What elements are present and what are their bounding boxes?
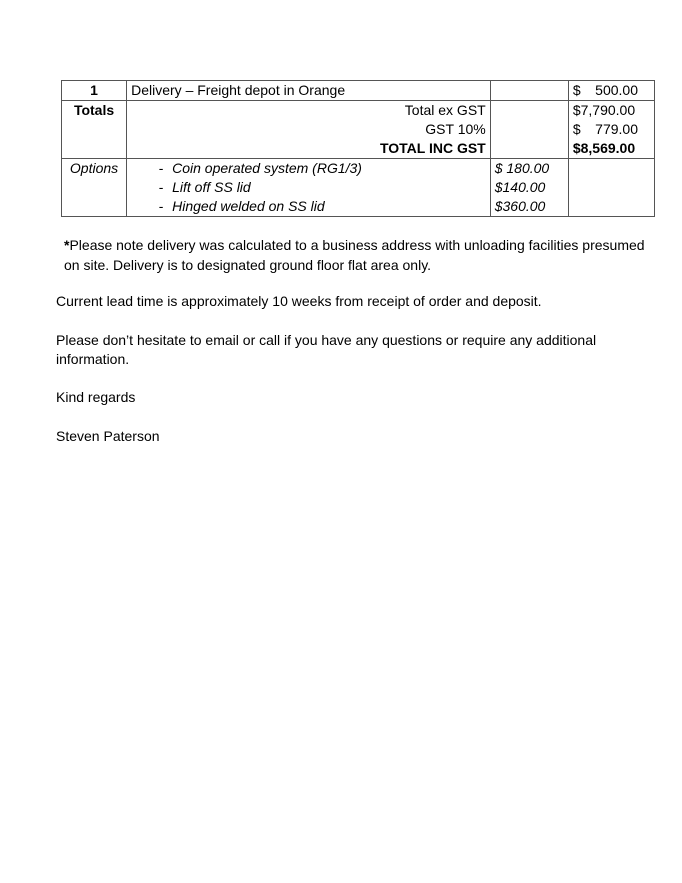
list-dash: - <box>158 198 164 214</box>
delivery-description: Delivery – Freight depot in Orange <box>127 81 491 101</box>
delivery-price-value: 500.00 <box>595 82 638 98</box>
lead-time-text: Current lead time is approximately 10 weeks from receipt of order and deposit. <box>56 293 542 309</box>
total-ex-gst-value: $7,790.00 <box>572 102 636 118</box>
option-text: Coin operated system (RG1/3) <box>172 160 362 176</box>
currency-symbol: $ <box>572 121 581 137</box>
gst-value: 779.00 <box>595 121 638 137</box>
currency-symbol: $ <box>572 82 581 98</box>
signature-name: Steven Paterson <box>56 428 160 444</box>
gst-label: GST 10% <box>425 121 486 137</box>
options-label: Options <box>62 159 127 217</box>
total-inc-gst-label: TOTAL INC GST <box>379 140 486 156</box>
list-dash: - <box>158 179 164 195</box>
delivery-row <box>62 81 655 101</box>
total-ex-gst-label: Total ex GST <box>404 102 486 118</box>
options-prices <box>490 159 568 217</box>
total-inc-gst-value: $8,569.00 <box>572 140 636 156</box>
totals-label: Totals <box>62 101 127 159</box>
empty-cell <box>568 159 654 217</box>
totals-row <box>62 101 655 159</box>
options-list <box>127 159 491 217</box>
note-line-1: Please note delivery was calculated to a business address with unloading facilities presumed <box>69 237 645 253</box>
totals-values-cell <box>568 101 654 159</box>
delivery-note <box>64 235 664 275</box>
contact-paragraph <box>56 331 656 369</box>
option-item <box>131 159 486 178</box>
option-text: Lift off SS lid <box>172 179 251 195</box>
contact-line-1: Please don’t hesitate to email or call if you have any questions or require any additional <box>56 332 597 348</box>
contact-line-2: information. <box>56 351 130 367</box>
empty-cell <box>490 101 568 159</box>
note-line-2: on site. Delivery is to designated ground floor flat area only. <box>64 257 432 273</box>
option-price: $360.00 <box>494 198 546 214</box>
totals-labels-cell <box>127 101 491 159</box>
gst-value-line <box>573 120 650 139</box>
empty-cell <box>490 81 568 101</box>
option-price: $ 180.00 <box>494 160 550 176</box>
closing-text: Kind regards <box>56 389 136 405</box>
option-item <box>131 178 486 197</box>
list-dash: - <box>158 160 164 176</box>
option-text: Hinged welded on SS lid <box>172 198 325 214</box>
item-number: 1 <box>62 81 127 101</box>
note-asterisk: * <box>64 237 70 253</box>
quote-table <box>61 80 655 217</box>
option-item <box>131 197 486 216</box>
options-row <box>62 159 655 217</box>
delivery-price <box>568 81 654 101</box>
option-price: $140.00 <box>494 179 546 195</box>
